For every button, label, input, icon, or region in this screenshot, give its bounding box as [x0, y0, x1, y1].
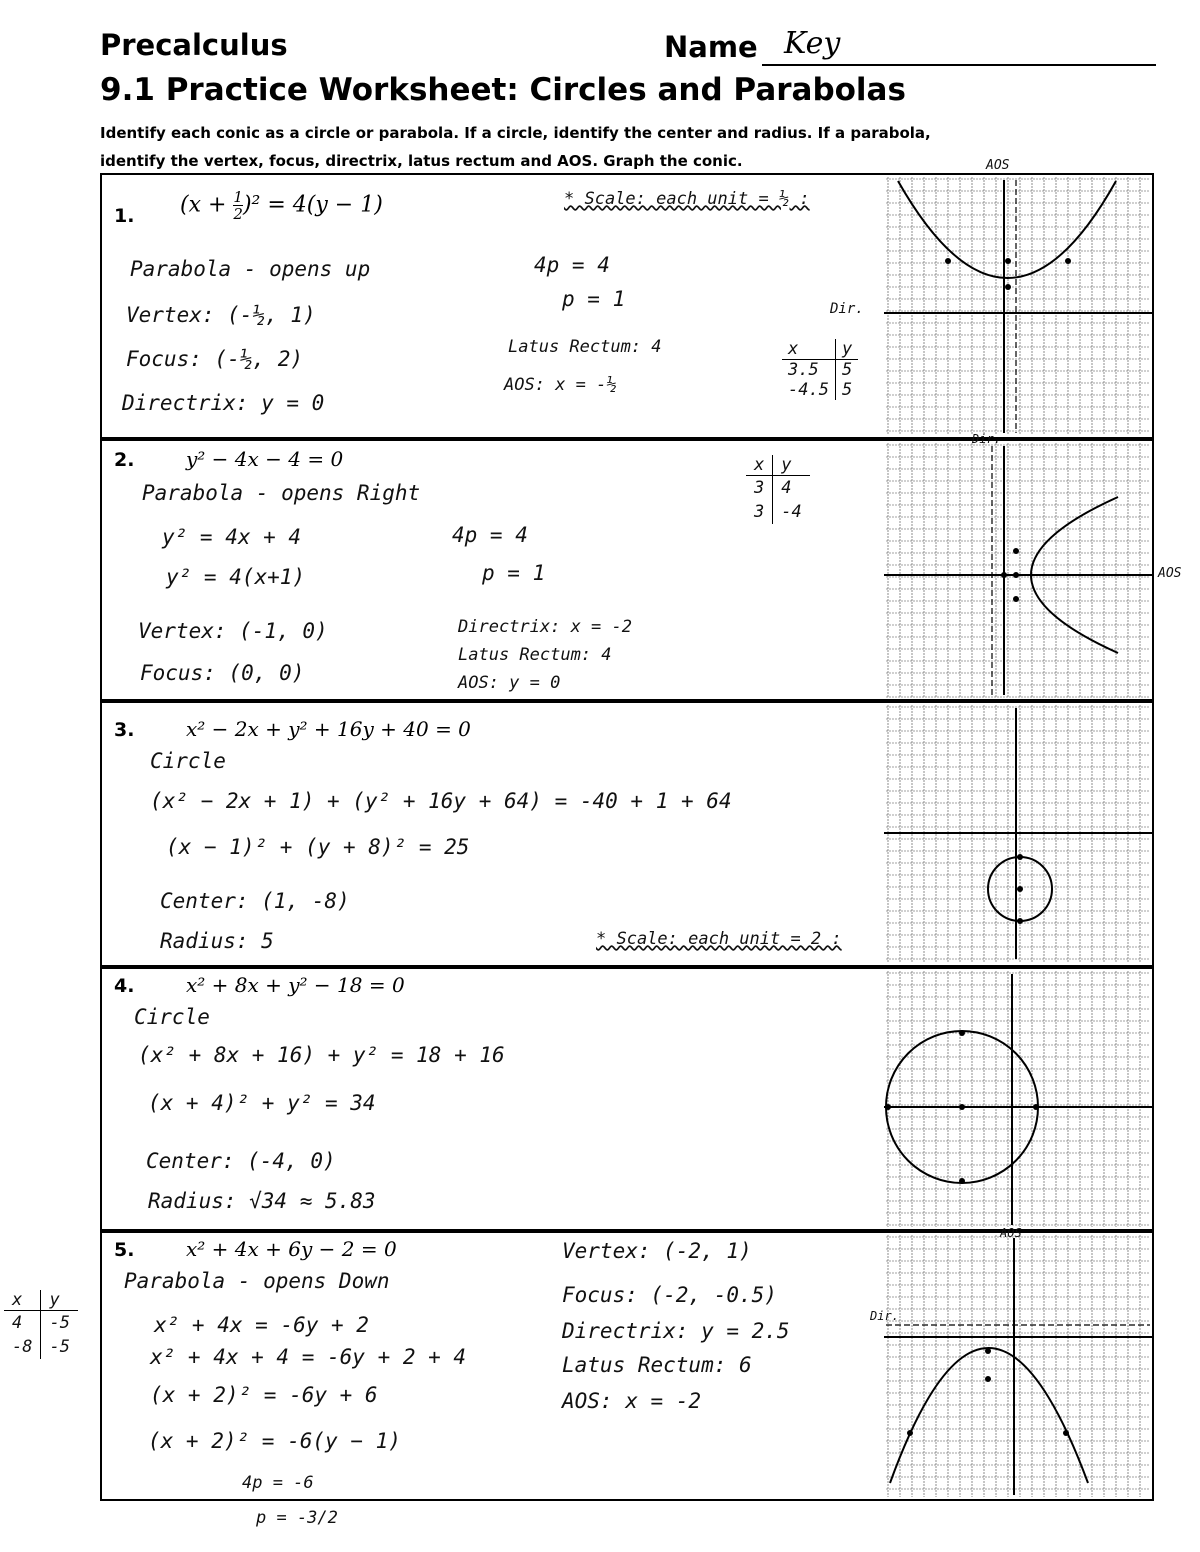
problem-number: 5.	[114, 1239, 135, 1261]
work-line: Latus Rectum: 4	[508, 337, 662, 357]
work-line: p = 1	[562, 287, 626, 311]
work-line: Directrix: y = 2.5	[562, 1319, 790, 1343]
answer-line: (x + 2)² = -6y + 6	[150, 1383, 378, 1407]
grid-lines	[886, 443, 1150, 697]
circle-point	[1033, 1104, 1039, 1110]
answer-line: y² = 4x + 4	[162, 525, 302, 549]
answer-line: 4p = -6	[242, 1473, 314, 1493]
parabola-point	[1063, 1430, 1069, 1436]
answer-line: x² + 4x + 4 = -6y + 2 + 4	[150, 1345, 467, 1369]
aos-label: AOS	[986, 158, 1010, 173]
work-line: Vertex: (-2, 1)	[562, 1239, 752, 1263]
problem-number: 3.	[114, 719, 135, 741]
graph-problem-4	[884, 969, 1152, 1229]
answer-line: Radius: 5	[160, 929, 274, 953]
graph-problem-1	[884, 175, 1152, 437]
aos-label: AOS	[1000, 1226, 1022, 1240]
answer-line: Radius: √34 ≈ 5.83	[148, 1189, 376, 1213]
circle-point	[1017, 918, 1023, 924]
latus-point	[1013, 596, 1019, 602]
name-value: Key	[784, 26, 841, 61]
work-line: AOS: x = -½	[504, 375, 617, 395]
answer-line: (x − 1)² + (y + 8)² = 25	[166, 835, 470, 859]
parabola-curve	[890, 1348, 1088, 1483]
work-line: Focus: (-2, -0.5)	[562, 1283, 777, 1307]
center-point	[1017, 886, 1023, 892]
problem-equation: y² − 4x − 4 = 0	[186, 447, 344, 471]
focus-point	[985, 1376, 991, 1382]
latus-point	[1065, 258, 1071, 264]
answer-line: Center: (-4, 0)	[146, 1149, 336, 1173]
answer-line: (x² − 2x + 1) + (y² + 16y + 64) = -40 + 1 + 64	[150, 789, 732, 813]
circle-point	[1017, 854, 1023, 860]
course-title: Precalculus	[100, 28, 288, 62]
answer-line: Circle	[134, 1005, 210, 1029]
answer-line: y² = 4(x+1)	[166, 565, 306, 589]
answer-line: (x + 2)² = -6(y − 1)	[148, 1429, 401, 1453]
answer-line: Focus: (-½, 2)	[126, 347, 304, 371]
scale-note: * Scale: each unit = 2 :	[596, 929, 842, 949]
answer-line: x² + 4x = -6y + 2	[154, 1313, 369, 1337]
answer-line: Parabola - opens Down	[124, 1269, 390, 1293]
focus-point	[1005, 258, 1011, 264]
work-line: p = 1	[482, 561, 546, 585]
xy-table: x y 3.5 5 -4.5 5	[782, 339, 858, 400]
name-label: Name	[664, 30, 758, 64]
work-line: Latus Rectum: 4	[458, 645, 612, 665]
center-point	[959, 1104, 965, 1110]
aos-label: AOS	[1158, 566, 1182, 581]
answer-line: Circle	[150, 749, 226, 773]
problem-number: 4.	[114, 975, 135, 997]
vertex-point	[985, 1348, 991, 1354]
grid-lines	[886, 971, 1150, 1227]
graph-problem-2	[884, 441, 1152, 699]
latus-point	[1013, 548, 1019, 554]
grid-lines	[886, 1235, 1150, 1497]
answer-line: p = -3/2	[256, 1508, 338, 1528]
name-line	[762, 64, 1156, 66]
vertex-point	[1001, 572, 1007, 578]
vertex-point	[1005, 284, 1011, 290]
answer-line: Vertex: (-½, 1)	[126, 303, 316, 327]
directrix-label: Dir.	[870, 1309, 899, 1323]
directrix-label: Dir.	[972, 432, 1001, 446]
answer-line: Center: (1, -8)	[160, 889, 350, 913]
problem-equation: x² + 4x + 6y − 2 = 0	[186, 1237, 397, 1261]
work-line: AOS: x = -2	[562, 1389, 702, 1413]
answer-line: Parabola - opens up	[130, 257, 371, 281]
directrix-label: Dir.	[830, 301, 864, 317]
circle-point	[959, 1030, 965, 1036]
work-line: AOS: y = 0	[458, 673, 561, 693]
answer-line: Vertex: (-1, 0)	[138, 619, 328, 643]
problem-number: 1.	[114, 205, 135, 227]
work-line: 4p = 4	[534, 253, 610, 277]
problem-equation: x² − 2x + y² + 16y + 40 = 0	[186, 717, 471, 741]
focus-point	[1013, 572, 1019, 578]
work-line: Directrix: x = -2	[458, 617, 632, 637]
graph-problem-3	[884, 703, 1152, 965]
answer-line: (x² + 8x + 16) + y² = 18 + 16	[138, 1043, 505, 1067]
work-line: 4p = 4	[452, 523, 528, 547]
scale-note: * Scale: each unit = ½ :	[564, 189, 810, 209]
circle-point	[959, 1178, 965, 1184]
grid-lines	[886, 177, 1150, 435]
work-line: Latus Rectum: 6	[562, 1353, 752, 1377]
answer-line: Directrix: y = 0	[122, 391, 325, 415]
problem-equation: x² + 8x + y² − 18 = 0	[186, 973, 405, 997]
instructions-line-2: identify the vertex, focus, directrix, latus rectum and AOS. Graph the conic.	[100, 152, 743, 170]
problem-number: 2.	[114, 449, 135, 471]
latus-point	[945, 258, 951, 264]
answer-line: Focus: (0, 0)	[140, 661, 305, 685]
xy-table: x y 3 4 3 -4	[746, 455, 810, 524]
answer-line: (x + 4)² + y² = 34	[148, 1091, 376, 1115]
answer-line: Parabola - opens Right	[142, 481, 421, 505]
problem-equation: (x + $\frac{1}{2}$ )² = 4(y − 1)	[180, 188, 383, 223]
xy-table: x y 4 -5 -8 -5	[4, 1290, 78, 1359]
graph-problem-5	[884, 1233, 1152, 1499]
worksheet-title: 9.1 Practice Worksheet: Circles and Parabolas	[100, 72, 906, 108]
instructions-line-1: Identify each conic as a circle or parabola. If a circle, identify the center and radius. If a parabola,	[100, 124, 931, 142]
parabola-point	[907, 1430, 913, 1436]
circle-point	[885, 1104, 891, 1110]
